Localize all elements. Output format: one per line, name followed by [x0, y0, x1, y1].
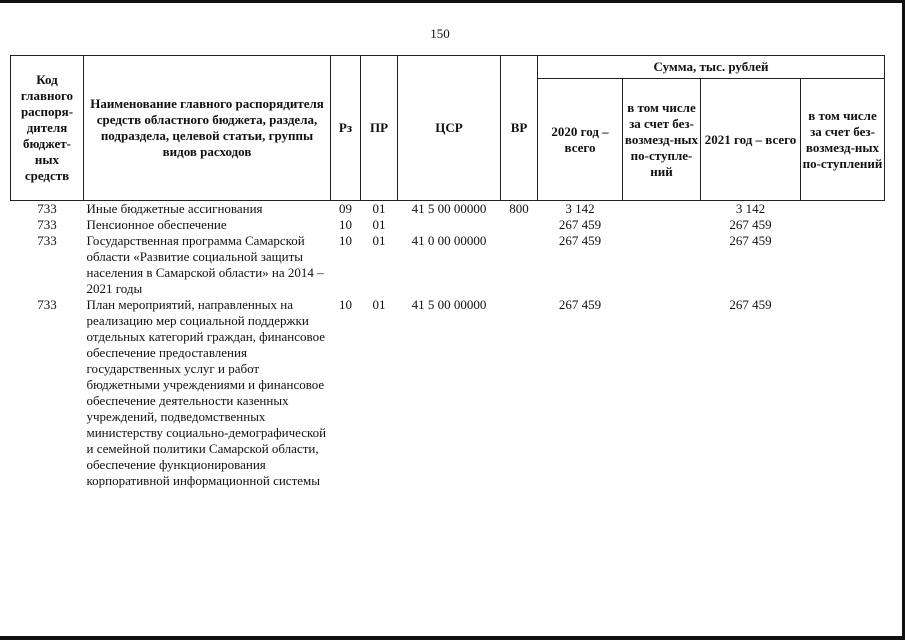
row-2021-free [801, 233, 885, 297]
table-row [11, 233, 885, 297]
row-2020-total: 267 459 [558, 297, 602, 312]
row-pr: 01 [372, 233, 386, 248]
row-2021-free [801, 217, 885, 233]
row-2020-total: 3 142 [565, 201, 595, 216]
row-vr [501, 233, 538, 297]
row-pr: 01 [372, 297, 386, 312]
row-2020-free [623, 297, 701, 489]
header-code: Код главного распоря-дителя бюджет-ных средств [11, 56, 84, 201]
header-pr: ПР [361, 56, 398, 201]
row-pr: 01 [372, 217, 386, 232]
row-rz: 10 [339, 297, 352, 312]
page-bottom-border [0, 636, 905, 640]
header-2020-free: в том числе за счет без-возмезд-ных по-ступле-ний [623, 79, 701, 201]
row-code: 733 [37, 217, 57, 232]
row-2021-free [801, 201, 885, 218]
row-code: 733 [37, 201, 57, 216]
row-rz: 10 [339, 233, 352, 248]
header-vr: ВР [501, 56, 538, 201]
page-number: 150 [430, 26, 450, 41]
row-vr: 800 [509, 201, 529, 216]
page-top-border [0, 0, 905, 3]
row-2021-total: 267 459 [729, 217, 772, 232]
row-name: Государственная программа Самарской области «Развитие социальной защиты населения в Самарской области» на 2014 – 2021 годы [86, 233, 324, 296]
budget-table [10, 55, 885, 489]
row-vr [501, 217, 538, 233]
row-name: Иные бюджетные ассигнования [86, 201, 263, 216]
row-2020-total: 267 459 [558, 217, 602, 232]
row-2021-free [801, 297, 885, 489]
row-csr: 41 0 00 00000 [411, 233, 487, 248]
row-rz: 10 [339, 217, 352, 232]
row-2021-total: 267 459 [729, 297, 772, 312]
table-row [11, 297, 885, 489]
row-pr: 01 [372, 201, 386, 216]
header-name: Наименование главного распорядителя средств областного бюджета, раздела, подраздела, целевой статьи, группы видов расходов [84, 56, 331, 201]
row-name: План мероприятий, направленных на реализацию мер социальной поддержки отдельных категорий граждан, финансовое обеспечение предоставления государственных услуг и работ бюджетными учреждениями и финансовое обеспечение деятельности казенных учреждений, подведомственных министерству социально-демографической и семейной политики Самарской области, обеспечение функционирования корпоративной информационной системы [86, 297, 327, 488]
table-row [11, 217, 885, 233]
row-2021-total: 267 459 [729, 233, 772, 248]
row-csr: 41 5 00 00000 [411, 297, 487, 312]
table-row [11, 201, 885, 218]
row-code: 733 [37, 233, 57, 248]
row-vr [501, 297, 538, 489]
header-2021-free: в том числе за счет без-возмезд-ных по-ступлений [801, 79, 885, 201]
row-code: 733 [37, 297, 57, 312]
header-rz: Рз [331, 56, 361, 201]
row-name: Пенсионное обеспечение [86, 217, 227, 232]
header-sum-group: Сумма, тыс. рублей [538, 56, 885, 79]
row-2020-free [623, 217, 701, 233]
row-rz: 09 [339, 201, 352, 216]
row-2020-free [623, 201, 701, 218]
header-2020-total: 2020 год – всего [538, 79, 623, 201]
row-2020-free [623, 233, 701, 297]
header-2021-total: 2021 год – всего [701, 79, 801, 201]
row-2021-total: 3 142 [735, 201, 766, 216]
row-csr: 41 5 00 00000 [411, 201, 487, 216]
header-csr: ЦСР [398, 56, 501, 201]
row-2020-total: 267 459 [558, 233, 602, 248]
row-csr [398, 217, 501, 233]
